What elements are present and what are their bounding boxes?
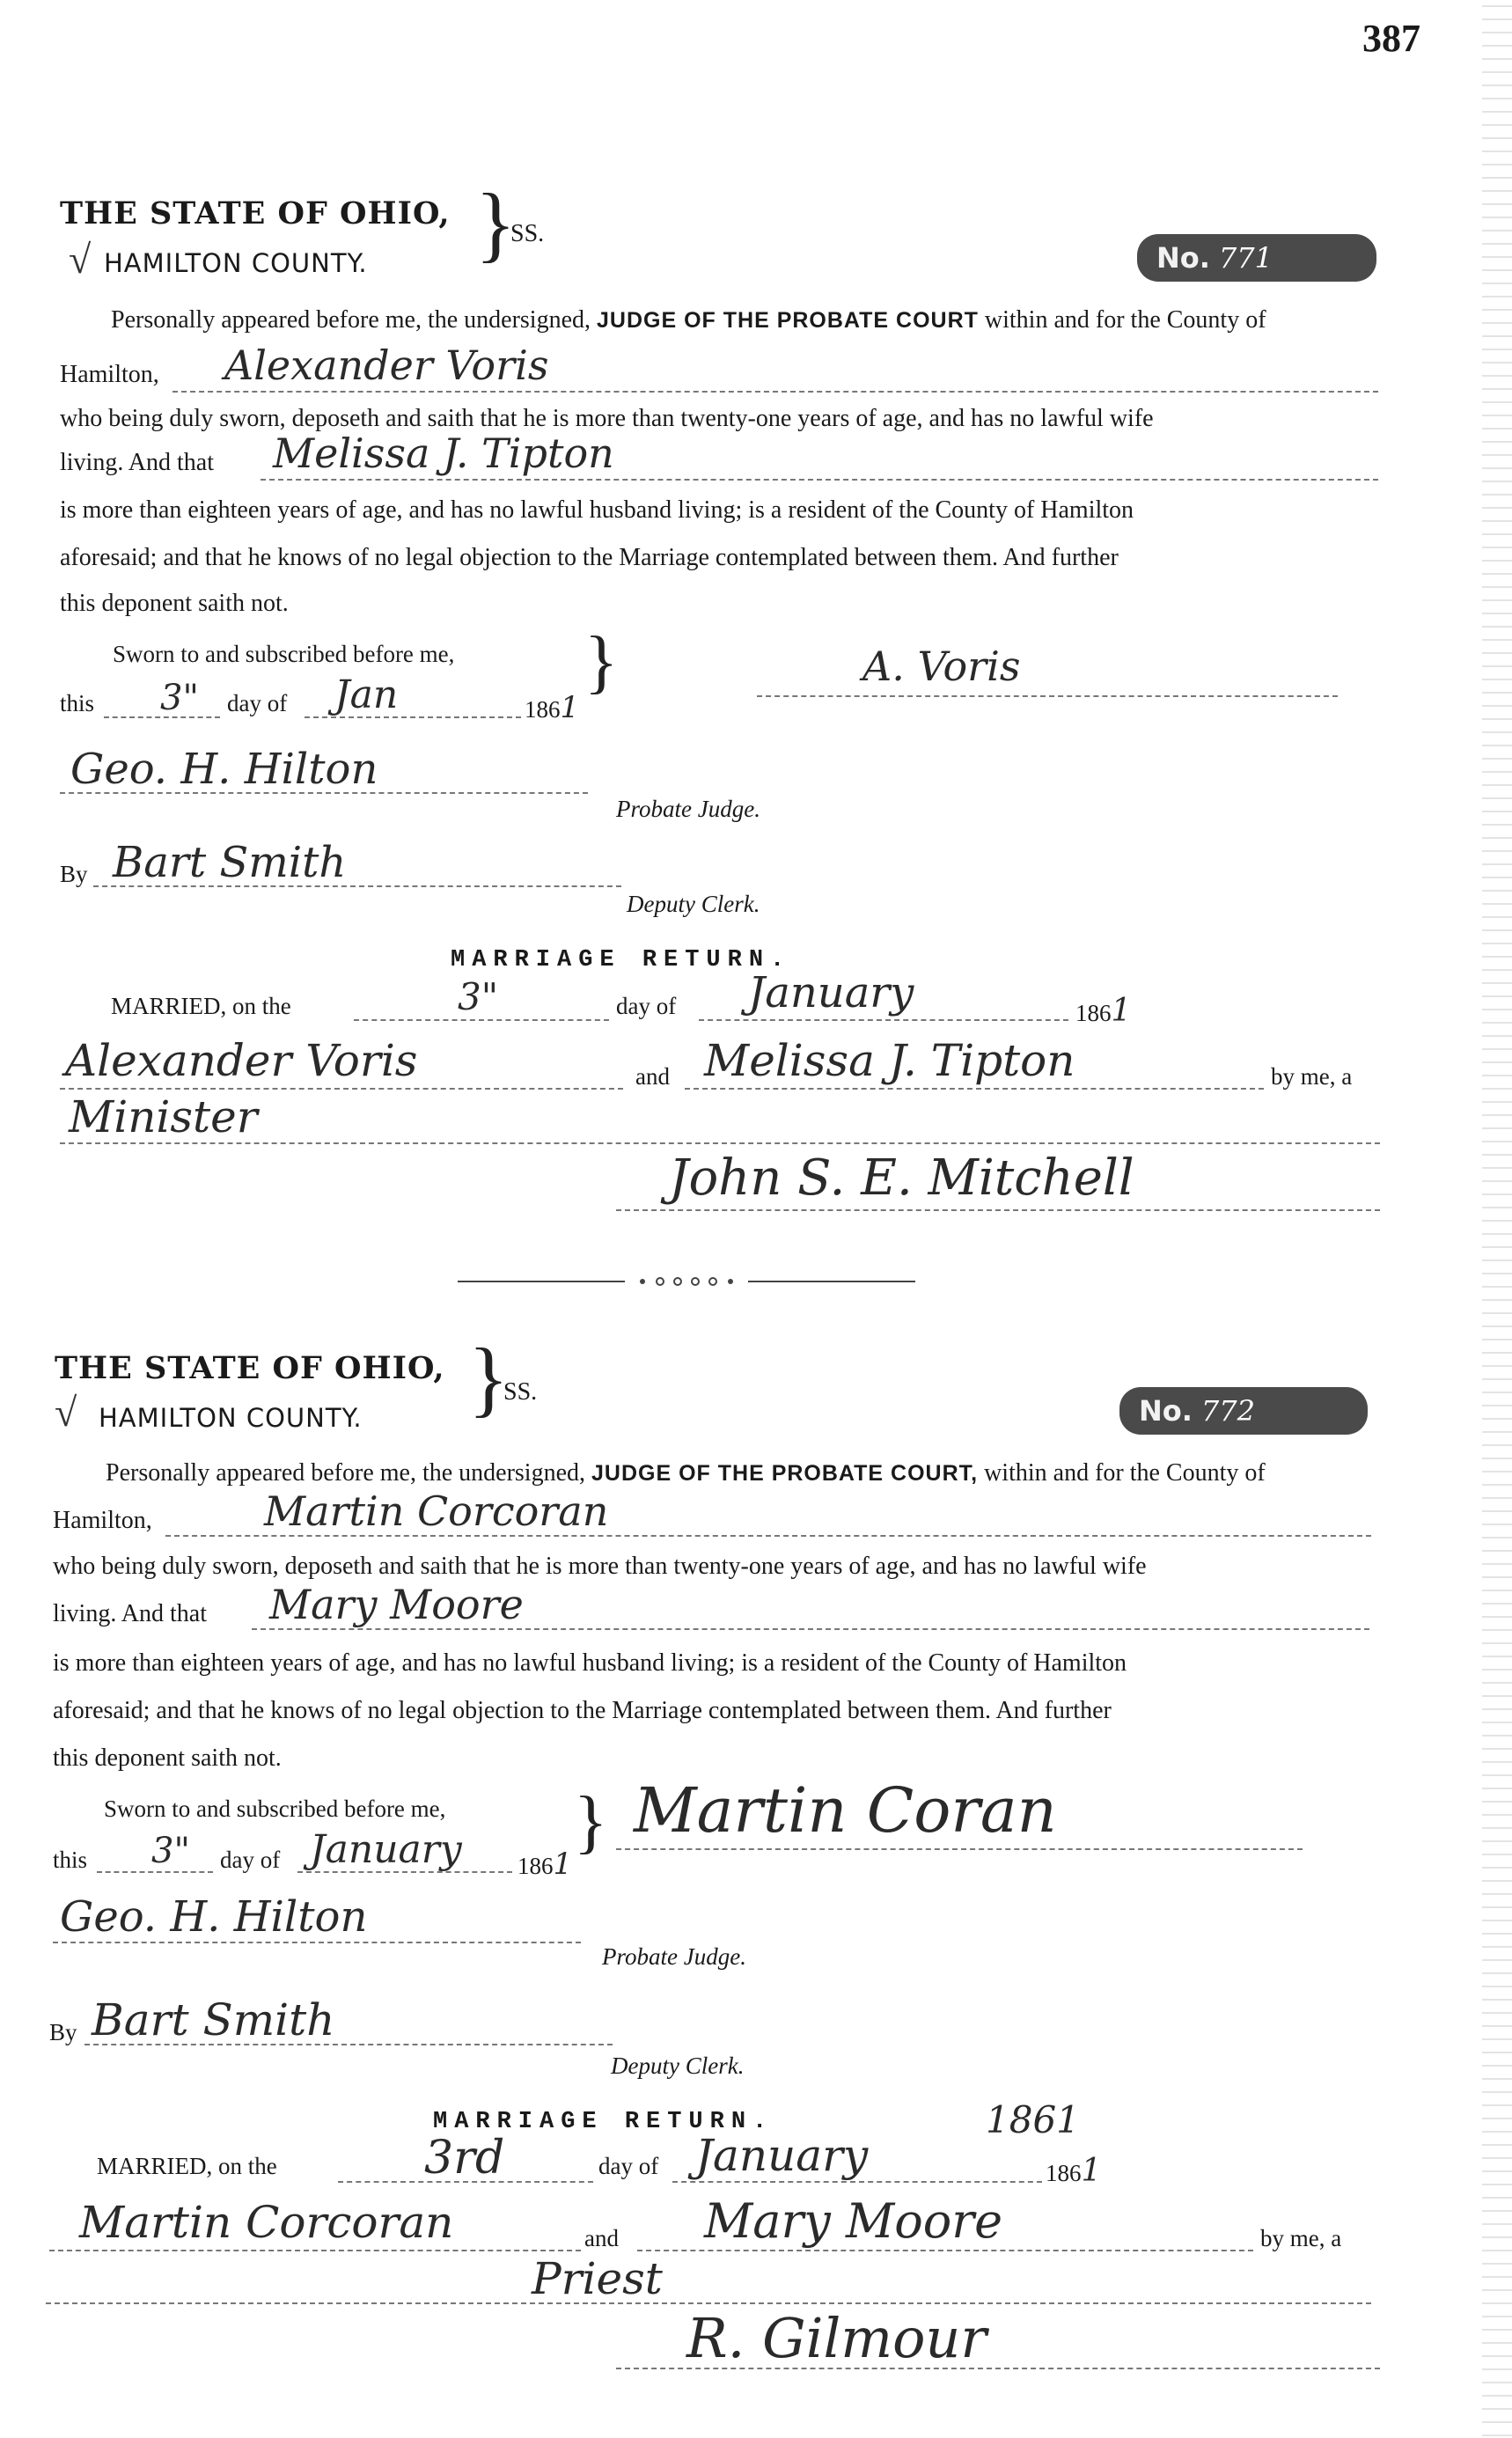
deputy-clerk-label: Deputy Clerk. [627,891,760,917]
month-handwritten: January [310,1827,462,1872]
day-handwritten: 3" [151,1831,190,1871]
bride-fill-line [261,479,1378,481]
judge-signature: Geo. H. Hilton [60,1892,368,1942]
sworn-line: Sworn to and subscribed before me, [113,641,455,667]
intro-text: Personally appeared before me, the undersigned, [106,1459,586,1487]
return-bride-handwritten: Melissa J. Tipton [704,1035,1075,1086]
affiant-signature: Martin Coran [634,1774,1057,1847]
ss-label: SS. [503,1378,538,1406]
ss-label: SS. [510,220,545,247]
day-fill-line [97,1871,213,1873]
return-groom-handwritten: Alexander Voris [65,1035,418,1086]
officiant-signature-line [616,1209,1380,1211]
license-number: 772 [1200,1394,1255,1428]
license-number-stamp [1119,1387,1368,1435]
by-me-label: by me, a [1260,2225,1342,2251]
oath-paragraph-line-4: this deponent saith not. [60,590,289,617]
bride-name-handwritten: Mary Moore [269,1581,524,1628]
day-of-label: day of [227,690,288,716]
license-number-label: No. [1156,241,1210,275]
brace-icon: } [584,623,619,701]
year-printed: 1861 [517,1847,573,1882]
return-bride-fill-line [685,1088,1264,1090]
officiant-signature: John S. E. Mitchell [669,1149,1134,1207]
brace-icon: } [475,176,517,270]
oath-paragraph-line-1: who being duly sworn, deposeth and saith that he is more than twenty-one years of age, and has no lawful wife [53,1553,1147,1580]
county-heading: HAMILTON COUNTY. [99,1403,363,1433]
and-label: and [635,1063,670,1090]
officiant-signature: R. Gilmour [686,2306,987,2370]
county-heading: HAMILTON COUNTY. [104,248,368,278]
oath-paragraph-line-3: aforesaid; and that he knows of no legal objection to the Marriage contemplated between them. And further [60,544,1119,571]
return-year: 1861 [1046,2153,1102,2189]
intro-continuation: within and for the County of [984,1459,1266,1487]
clerk-signature: Bart Smith [113,838,347,887]
married-label: MARRIED, on the [97,2153,277,2179]
day-of-label: day of [220,1847,281,1873]
judge-signature: Geo. H. Hilton [70,745,378,794]
affiant-signature: A. Voris [862,643,1021,690]
state-heading: THE STATE OF OHIO, [60,195,451,231]
groom-fill-line [172,391,1378,393]
month-handwritten: Jan [334,672,399,717]
return-month-fill-line [672,2181,1042,2183]
clerk-signature: Bart Smith [92,1994,335,2045]
return-bride-fill-line [637,2250,1253,2251]
deputy-clerk-label: Deputy Clerk. [611,2052,745,2079]
return-day-of-label: day of [598,2153,659,2179]
bride-name-handwritten: Melissa J. Tipton [273,430,614,477]
intro-text: Personally appeared before me, the undersigned, [111,306,591,334]
intro-continuation: within and for the County of [984,306,1266,334]
oath-paragraph-line-2: is more than eighteen years of age, and has no lawful husband living; is a resident of the County of Hamilton [60,496,1134,524]
intro-line [106,1459,1266,1487]
state-heading: THE STATE OF OHIO, [55,1350,445,1386]
return-groom-fill-line [60,1088,623,1090]
this-label: this [60,690,95,716]
sworn-line: Sworn to and subscribed before me, [104,1795,446,1822]
return-day-of-label: day of [616,993,677,1019]
marriage-return-title: MARRIAGE RETURN. [451,947,792,973]
affiant-signature-line [616,1848,1303,1850]
oath-paragraph-line-4: this deponent saith not. [53,1744,282,1772]
return-year-annotation: 1861 [986,2098,1080,2141]
judge-signature-line [53,1942,581,1943]
oath-paragraph-line-2: is more than eighteen years of age, and has no lawful husband living; is a resident of the County of Hamilton [53,1649,1127,1677]
officiant-title-line [46,2302,1371,2304]
officiant-title-line [60,1142,1380,1144]
return-month-handwritten: January [695,2130,869,2181]
affiant-signature-line [757,695,1338,697]
probate-judge-label: Probate Judge. [616,796,760,822]
groom-name-handwritten: Martin Corcoran [264,1487,609,1535]
court-title: JUDGE OF THE PROBATE COURT, [591,1461,979,1486]
officiant-title-handwritten: Priest [532,2253,663,2304]
marriage-return-title: MARRIAGE RETURN. [433,2109,774,2135]
return-groom-handwritten: Martin Corcoran [79,2197,454,2248]
brace-icon: } [468,1331,510,1425]
return-day-fill-line [354,1019,609,1021]
license-number: 771 [1218,241,1273,275]
by-label: By [49,2019,77,2045]
groom-fill-line [165,1535,1371,1537]
license-number-label: No. [1139,1394,1193,1428]
intro-line [111,306,1266,334]
return-bride-handwritten: Mary Moore [704,2193,1003,2249]
license-number-stamp [1137,234,1376,282]
page-edge-texture [1482,0,1512,2438]
check-mark-icon: √ [55,1390,77,1435]
check-mark-icon: √ [69,237,92,282]
return-groom-fill-line [49,2250,581,2251]
this-label: this [53,1847,88,1873]
groom-name-handwritten: Alexander Voris [224,341,549,389]
return-day-handwritten: 3rd [424,2132,505,2185]
page-number: 387 [1362,17,1420,60]
oath-paragraph-line-3: aforesaid; and that he knows of no legal objection to the Marriage contemplated between them. And further [53,1697,1112,1724]
bride-fill-line [252,1628,1369,1630]
by-label: By [60,861,88,887]
living-label: living. And that [53,1600,207,1627]
return-year: 1861 [1075,993,1132,1029]
hamilton-label: Hamilton, [53,1507,152,1534]
section-divider-ornament [458,1274,915,1289]
brace-icon: } [574,1783,608,1861]
return-month-handwritten: January [748,968,914,1017]
probate-judge-label: Probate Judge. [602,1943,746,1970]
return-day-handwritten: 3" [458,975,499,1018]
married-label: MARRIED, on the [111,993,291,1019]
officiant-title-handwritten: Minister [69,1091,258,1142]
living-label: living. And that [60,449,214,476]
return-month-fill-line [699,1019,1068,1021]
day-handwritten: 3" [160,678,199,718]
oath-paragraph-line-1: who being duly sworn, deposeth and saith that he is more than twenty-one years of age, and has no lawful wife [60,405,1154,432]
year-printed: 1861 [525,690,580,725]
by-me-label: by me, a [1271,1063,1353,1090]
hamilton-label: Hamilton, [60,361,159,388]
court-title: JUDGE OF THE PROBATE COURT [597,308,979,333]
and-label: and [584,2225,619,2251]
